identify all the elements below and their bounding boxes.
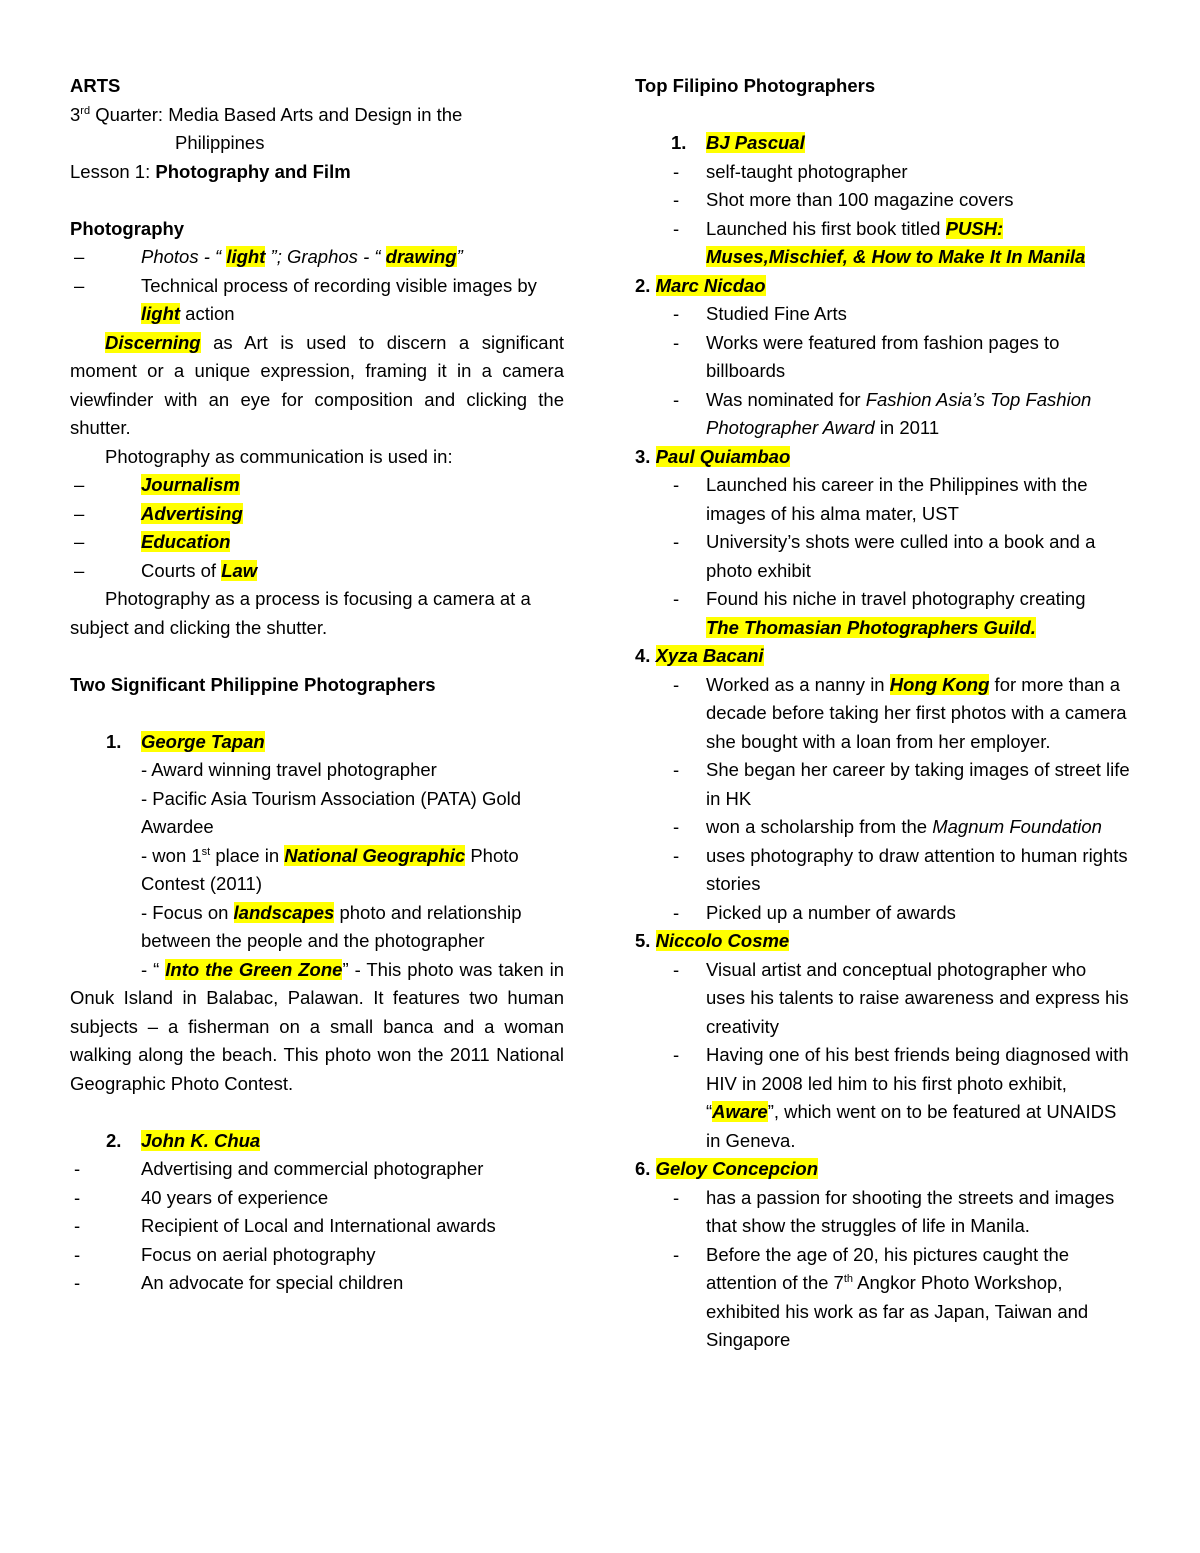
photographer-entry-paul-quiambao: [635, 443, 1130, 472]
list-dash: –: [74, 274, 85, 296]
list-item: – Courts of Law: [74, 559, 258, 581]
photography-definition-2: [70, 272, 564, 329]
highlight-book-subtitle: Muses,Mischief, & How to Make It In Manila: [706, 246, 1086, 267]
highlight-discerning: Discerning: [105, 331, 201, 353]
entry-number: 1.: [106, 730, 122, 752]
photographer-entry-john-chua: [70, 1127, 564, 1156]
photographer-entry-marc-nicdao: [635, 272, 1130, 301]
highlight-law: Law: [221, 559, 258, 581]
detail-line: - Pacific Asia Tourism Association (PATA) Gold Awardee: [141, 787, 522, 837]
list-item: - Worked as a nanny in Hong Kong for more than a decade before taking her first photos with a camera she bought with a loan from her employer.: [673, 673, 1127, 752]
highlight-book-title: PUSH:: [945, 217, 1004, 239]
photographer-name: Xyza Bacani: [655, 645, 764, 666]
list-item: - Works were featured from fashion pages to billboards: [673, 331, 1060, 381]
communication-intro: Photography as communication is used in:: [105, 445, 453, 467]
list-item: - She began her career by taking images of street life in HK: [673, 759, 1130, 809]
photographer-entry-bj-pascual: [635, 129, 1130, 158]
award-title: Fashion Asia’s Top Fashion Photographer Award: [706, 388, 1092, 438]
photographer-name: BJ Pascual: [706, 132, 805, 153]
list-item: - Before the age of 20, his pictures caught the attention of the 7th Angkor Photo Workshop, exhibited his work as far as Japan, Taiwan and Singapore: [673, 1243, 1089, 1350]
detail-line: - Award winning travel photographer: [141, 759, 437, 780]
photographer-name: Niccolo Cosme: [655, 930, 790, 951]
photographer-name: Geloy Concepcion: [655, 1158, 818, 1179]
highlight-light: light: [226, 246, 266, 267]
list-dash: –: [74, 246, 85, 267]
list-item: – Advertising: [74, 502, 243, 524]
foundation-name: Magnum Foundation: [932, 816, 1102, 837]
highlight-guild: The Thomasian Photographers Guild.: [706, 616, 1036, 638]
highlight-light: light: [141, 303, 181, 324]
list-item: - won a scholarship from the Magnum Foundation: [673, 816, 1102, 837]
entry-number: 2.: [635, 274, 651, 296]
list-item: - Found his niche in travel photography creating The Thomasian Photographers Guild.: [673, 588, 1086, 638]
list-item: - Was nominated for Fashion Asia’s Top Fashion Photographer Award in 2011: [673, 388, 1092, 438]
photographer-entry-niccolo-cosme: [635, 927, 1130, 956]
list-item: - Having one of his best friends being diagnosed with HIV in 2008 led him to his first photo exhibit, “Aware”, which went on to be featured at UNAIDS in Geneva.: [673, 1044, 1129, 1151]
list-item: - self-taught photographer: [673, 160, 908, 182]
photography-heading: Photography: [70, 217, 185, 239]
highlight-education: Education: [141, 531, 231, 552]
list-item: – Journalism: [74, 474, 240, 495]
photographer-name: George Tapan: [141, 730, 265, 752]
photographer-name: Marc Nicdao: [655, 274, 766, 296]
list-item: – Education: [74, 531, 231, 552]
list-item: - Visual artist and conceptual photographer who uses his talents to raise awareness and express his creativity: [673, 958, 1129, 1037]
entry-number: 2.: [106, 1129, 122, 1151]
photographer-entry-xyza-bacani: [635, 642, 1130, 671]
highlight-landscapes: landscapes: [233, 901, 335, 923]
quarter-line-2: Philippines: [175, 132, 265, 153]
detail-line: - won 1st place in National Geographic Photo Contest (2011): [141, 844, 519, 894]
entry-number: 3.: [635, 445, 651, 467]
process-paragraph: Photography as a process is focusing a camera at a subject and clicking the shutter.: [70, 588, 531, 638]
list-item: - 40 years of experience: [74, 1186, 329, 1208]
list-item: - Studied Fine Arts: [673, 303, 847, 324]
highlight-into-the-green-zone: Into the Green Zone: [165, 958, 343, 980]
left-column: [70, 72, 564, 1298]
detail-line: - Focus on landscapes photo and relationship between the people and the photographer: [141, 901, 522, 951]
photographer-entry-geloy-concepcion: [635, 1155, 1130, 1184]
list-item: - Launched his first book titled PUSH: Muses,Mischief, & How to Make It In Manila: [673, 217, 1086, 267]
highlight-journalism: Journalism: [141, 474, 240, 495]
highlight-advertising: Advertising: [141, 502, 243, 524]
entry-number: 4.: [635, 645, 651, 666]
definition-text: Technical process of recording visible images by light action: [141, 274, 537, 324]
right-column: [635, 72, 1130, 1355]
entry-number: 1.: [671, 132, 687, 153]
list-item: - Picked up a number of awards: [673, 901, 956, 923]
quarter-line: [70, 101, 564, 130]
subject-title: ARTS: [70, 75, 121, 96]
two-photographers-heading: Two Significant Philippine Photographers: [70, 673, 436, 695]
list-item: - An advocate for special children: [74, 1272, 404, 1293]
quarter-number: 3: [70, 103, 81, 125]
definition-text: Photos - “ light ”; Graphos - “ drawing”: [141, 246, 463, 267]
photography-definition-1: [70, 243, 564, 272]
quarter-superscript: rd: [80, 104, 91, 117]
list-item: - uses photography to draw attention to human rights stories: [673, 844, 1128, 894]
discerning-paragraph: Discerning as Art is used to discern a significant moment or a unique expression, framing it in a camera viewfinder with an eye for composition and clicking the shutter.: [70, 331, 564, 438]
lesson-line: [70, 158, 564, 187]
top-photographers-heading: Top Filipino Photographers: [635, 75, 876, 96]
list-item: - Shot more than 100 magazine covers: [673, 189, 1014, 210]
photographer-name: Paul Quiambao: [655, 445, 791, 467]
highlight-drawing: drawing: [385, 246, 457, 267]
list-item: - Focus on aerial photography: [74, 1243, 376, 1265]
photographer-name: John K. Chua: [141, 1129, 261, 1151]
lesson-prefix: Lesson 1:: [70, 160, 156, 182]
highlight-aware: Aware: [712, 1101, 768, 1122]
highlight-hong-kong: Hong Kong: [889, 673, 990, 695]
list-item: - University’s shots were culled into a book and a photo exhibit: [673, 531, 1096, 581]
list-item: - Recipient of Local and International awards: [74, 1215, 496, 1236]
list-item: - has a passion for shooting the streets and images that show the struggles of life in Manila.: [673, 1186, 1115, 1236]
entry-number: 6.: [635, 1158, 651, 1179]
quarter-text: Quarter: Media Based Arts and Design in the: [90, 103, 463, 125]
lesson-title: Photography and Film: [155, 160, 351, 182]
list-item: - Advertising and commercial photographer: [74, 1158, 484, 1179]
photo-description: - “ Into the Green Zone” - This photo was taken in Onuk Island in Balabac, Palawan. It features two human subjects – a fisherman on a small banca and a woman walking along the beach. This photo won the 2011 National Geographic Photo Contest.: [70, 958, 564, 1094]
list-item: - Launched his career in the Philippines with the images of his alma mater, UST: [673, 474, 1088, 524]
highlight-national-geographic: National Geographic: [284, 844, 466, 866]
entry-number: 5.: [635, 930, 651, 951]
photographer-entry-george-tapan: [70, 728, 564, 757]
